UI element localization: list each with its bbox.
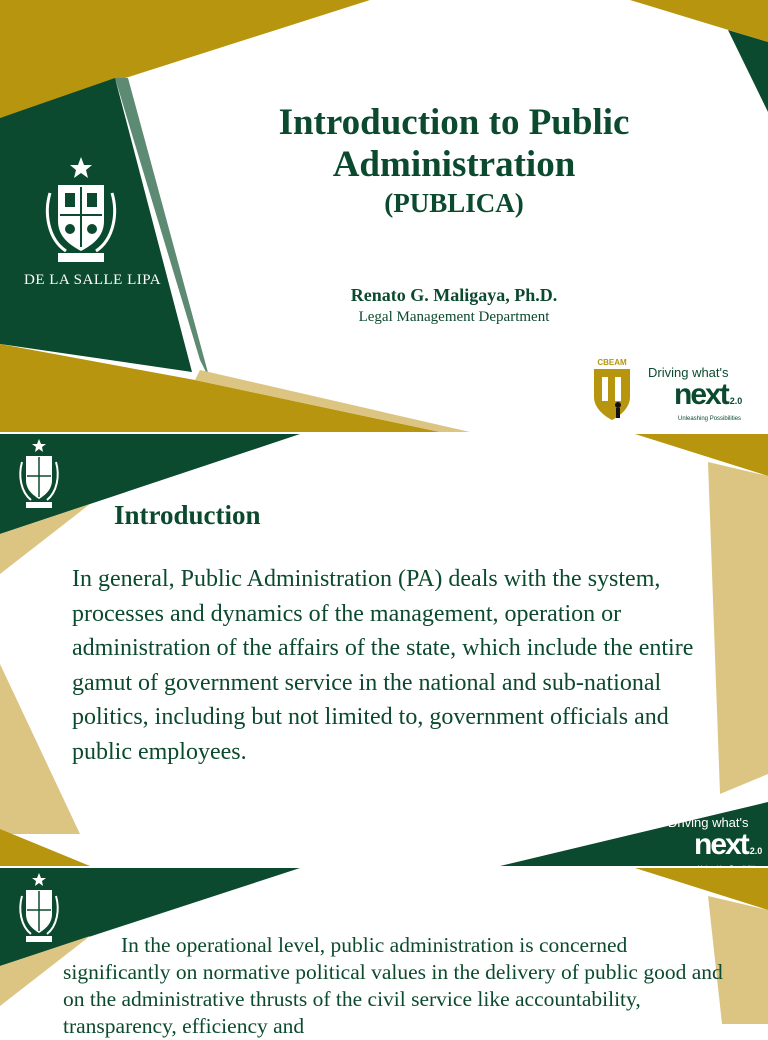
slide-subtitle: (PUBLICA) xyxy=(384,188,524,218)
introduction-slide xyxy=(0,434,768,866)
section-heading: Introduction xyxy=(114,500,261,530)
version-label: 2.0 xyxy=(749,846,763,856)
body-text: In general, Public Administration (PA) deals with the system, processes and dynamics of the management, operation or administration of the affairs of the state, which include the entire gamut of government service in the national and sub-national politics, including but not limited to, government officials and public employees. xyxy=(72,566,694,765)
cbeam-logo xyxy=(588,358,636,426)
cbeam-emblem-icon xyxy=(588,367,636,421)
body-text: In the operational level, public administration is concerned significantly on normative political values in the delivery of public good and on the administrative thrusts of the civil service like accountability, transparency, efficiency and xyxy=(63,933,723,1038)
next-wordmark: next xyxy=(674,378,728,411)
next-wordmark: next xyxy=(694,828,748,861)
version-label: 2.0 xyxy=(729,396,743,406)
driving-tagline-top: Driving what's xyxy=(648,365,729,380)
crest-icon xyxy=(16,872,62,946)
driving-whats-next-logo xyxy=(648,366,758,423)
driving-tagline-bottom: Unleashing Possibilities xyxy=(678,416,742,422)
author-name: Renato G. Maligaya, Ph.D. xyxy=(350,285,558,305)
crest-icon xyxy=(16,438,62,512)
department-name: Legal Management Department xyxy=(358,309,550,325)
operational-level-slide xyxy=(0,868,768,1038)
driving-whats-next-logo xyxy=(668,816,768,873)
school-name: DE LA SALLE LIPA xyxy=(24,272,162,288)
title-slide xyxy=(0,0,768,432)
slide-title: Introduction to Public Administration xyxy=(278,102,630,185)
driving-tagline-top: Driving what's xyxy=(668,815,749,830)
crest-icon xyxy=(40,155,122,267)
cbeam-label: CBEAM xyxy=(597,358,627,367)
